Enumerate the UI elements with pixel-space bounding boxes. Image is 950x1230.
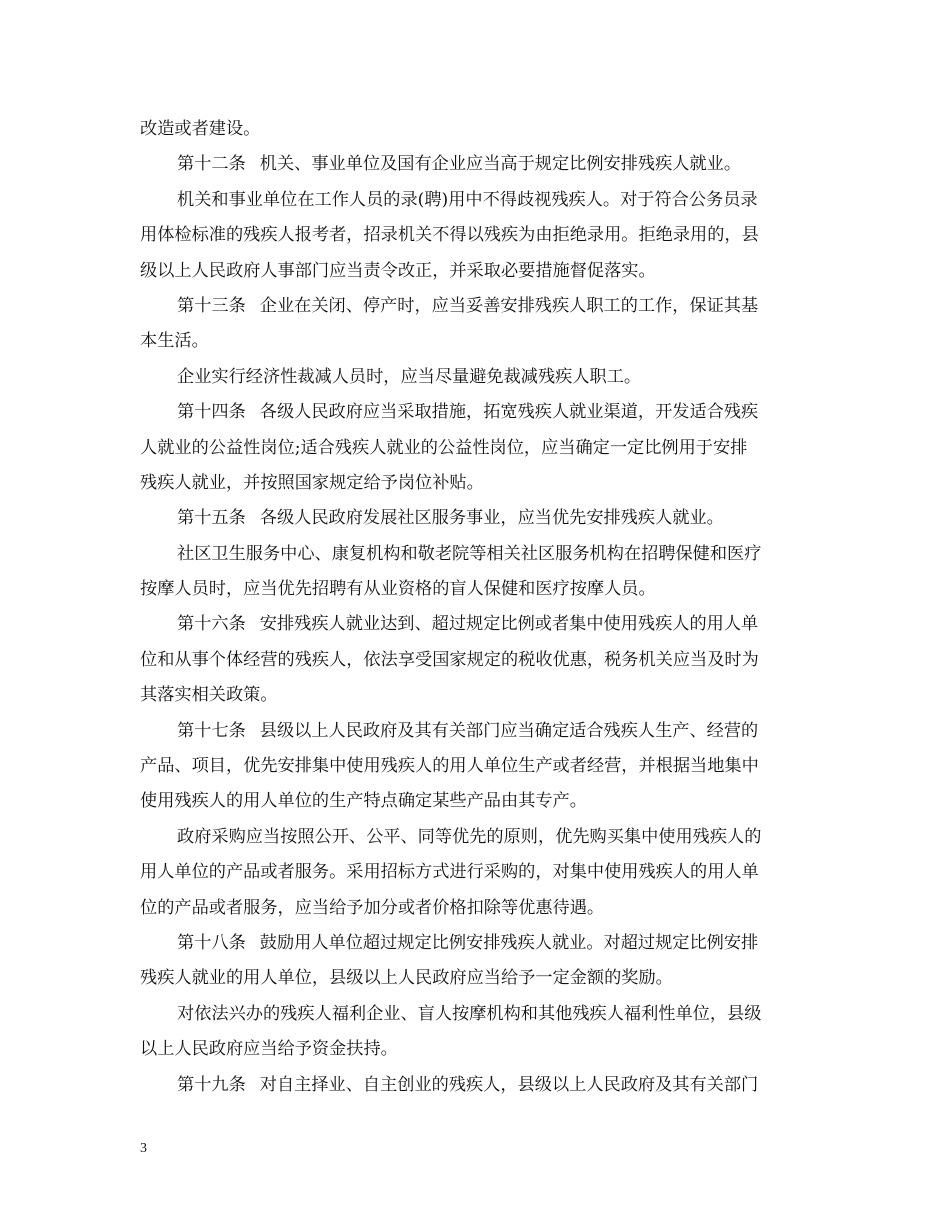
text-line xyxy=(140,784,812,819)
text-line xyxy=(140,926,812,961)
text-line xyxy=(140,1068,812,1103)
line-text: 企业实行经济性裁减人员时，应当尽量避免裁减残疾人职工。 xyxy=(177,366,642,387)
line-text: 机关和事业单位在工作人员的录(聘)用中不得歧视残疾人。对于符合公务员录 xyxy=(177,189,758,210)
line-text: 位和从事个体经营的残疾人，依法享受国家规定的税收优惠，税务机关应当及时为 xyxy=(140,649,759,670)
text-line xyxy=(140,112,812,147)
text-line xyxy=(140,501,812,536)
text-line xyxy=(140,147,812,182)
article-number: 第十六条 xyxy=(177,614,246,635)
line-text: 位的产品或者服务，应当给予加分或者价格扣除等优惠待遇。 xyxy=(140,897,605,918)
article-number: 第十三条 xyxy=(177,295,246,316)
line-text: 改造或者建设。 xyxy=(140,119,261,139)
text-line xyxy=(140,607,812,642)
article-number: 第十八条 xyxy=(177,932,246,953)
text-line xyxy=(140,254,812,289)
page-number: 3 xyxy=(140,1141,147,1156)
line-text: 使用残疾人的用人单位的生产特点确定某些产品由其专产。 xyxy=(140,791,587,812)
text-line xyxy=(140,360,812,395)
text-line xyxy=(140,749,812,784)
line-text: 机关、事业单位及国有企业应当高于规定比例安排残疾人就业。 xyxy=(259,154,742,175)
text-line xyxy=(140,218,812,253)
line-text: 人就业的公益性岗位;适合残疾人就业的公益性岗位，应当确定一定比例用于安排 xyxy=(140,437,748,458)
line-text: 本生活。 xyxy=(140,331,209,352)
article-number: 第十五条 xyxy=(177,508,246,529)
text-line xyxy=(140,395,812,430)
text-line xyxy=(140,466,812,501)
text-line xyxy=(140,289,812,324)
text-line xyxy=(140,572,812,607)
line-text: 其落实相关政策。 xyxy=(140,685,278,706)
article-number: 第十二条 xyxy=(177,154,246,175)
line-text: 各级人民政府应当采取措施，拓宽残疾人就业渠道，开发适合残疾 xyxy=(259,402,759,423)
text-line xyxy=(140,431,812,466)
text-line xyxy=(140,1032,812,1067)
line-text: 对依法兴办的残疾人福利企业、盲人按摩机构和其他残疾人福利性单位，县级 xyxy=(177,1003,762,1024)
line-text: 县级以上人民政府及其有关部门应当确定适合残疾人生产、经营的 xyxy=(259,720,759,741)
line-text: 用体检标准的残疾人报考者，招录机关不得以残疾为由拒绝录用。拒绝录用的，县 xyxy=(140,225,759,246)
line-text: 按摩人员时，应当优先招聘有从业资格的盲人保健和医疗按摩人员。 xyxy=(140,579,656,600)
line-text: 社区卫生服务中心、康复机构和敬老院等相关社区服务机构在招聘保健和医疗 xyxy=(177,543,762,564)
line-text: 残疾人就业的用人单位，县级以上人民政府应当给予一定金额的奖励。 xyxy=(140,968,673,989)
article-number: 第十四条 xyxy=(177,402,246,423)
line-text: 残疾人就业，并按照国家规定给予岗位补贴。 xyxy=(140,472,484,493)
line-text: 对自主择业、自主创业的残疾人，县级以上人民政府及其有关部门 xyxy=(259,1074,759,1095)
line-text: 用人单位的产品或者服务。采用招标方式进行采购的，对集中使用残疾人的用人单 xyxy=(140,862,759,883)
text-line xyxy=(140,891,812,926)
text-line xyxy=(140,324,812,359)
article-number: 第十七条 xyxy=(177,720,246,741)
line-text: 企业在关闭、停产时，应当妥善安排残疾人职工的工作，保证其基 xyxy=(259,295,759,316)
text-line xyxy=(140,961,812,996)
text-line xyxy=(140,678,812,713)
line-text: 政府采购应当按照公开、公平、同等优先的原则，优先购买集中使用残疾人的 xyxy=(177,826,762,847)
text-line xyxy=(140,183,812,218)
line-text: 安排残疾人就业达到、超过规定比例或者集中使用残疾人的用人单 xyxy=(259,614,759,635)
text-line xyxy=(140,643,812,678)
line-text: 产品、项目，优先安排集中使用残疾人的用人单位生产或者经营，并根据当地集中 xyxy=(140,756,759,777)
line-text: 以上人民政府应当给予资金扶持。 xyxy=(140,1039,398,1060)
text-line xyxy=(140,855,812,890)
document-body xyxy=(140,112,812,1103)
line-text: 各级人民政府发展社区服务事业，应当优先安排残疾人就业。 xyxy=(259,508,724,529)
line-text: 级以上人民政府人事部门应当责令改正，并采取必要措施督促落实。 xyxy=(140,260,656,281)
text-line xyxy=(140,820,812,855)
text-line xyxy=(140,537,812,572)
line-text: 鼓励用人单位超过规定比例安排残疾人就业。对超过规定比例安排 xyxy=(259,932,759,953)
article-number: 第十九条 xyxy=(177,1074,246,1095)
text-line xyxy=(140,997,812,1032)
text-line xyxy=(140,714,812,749)
